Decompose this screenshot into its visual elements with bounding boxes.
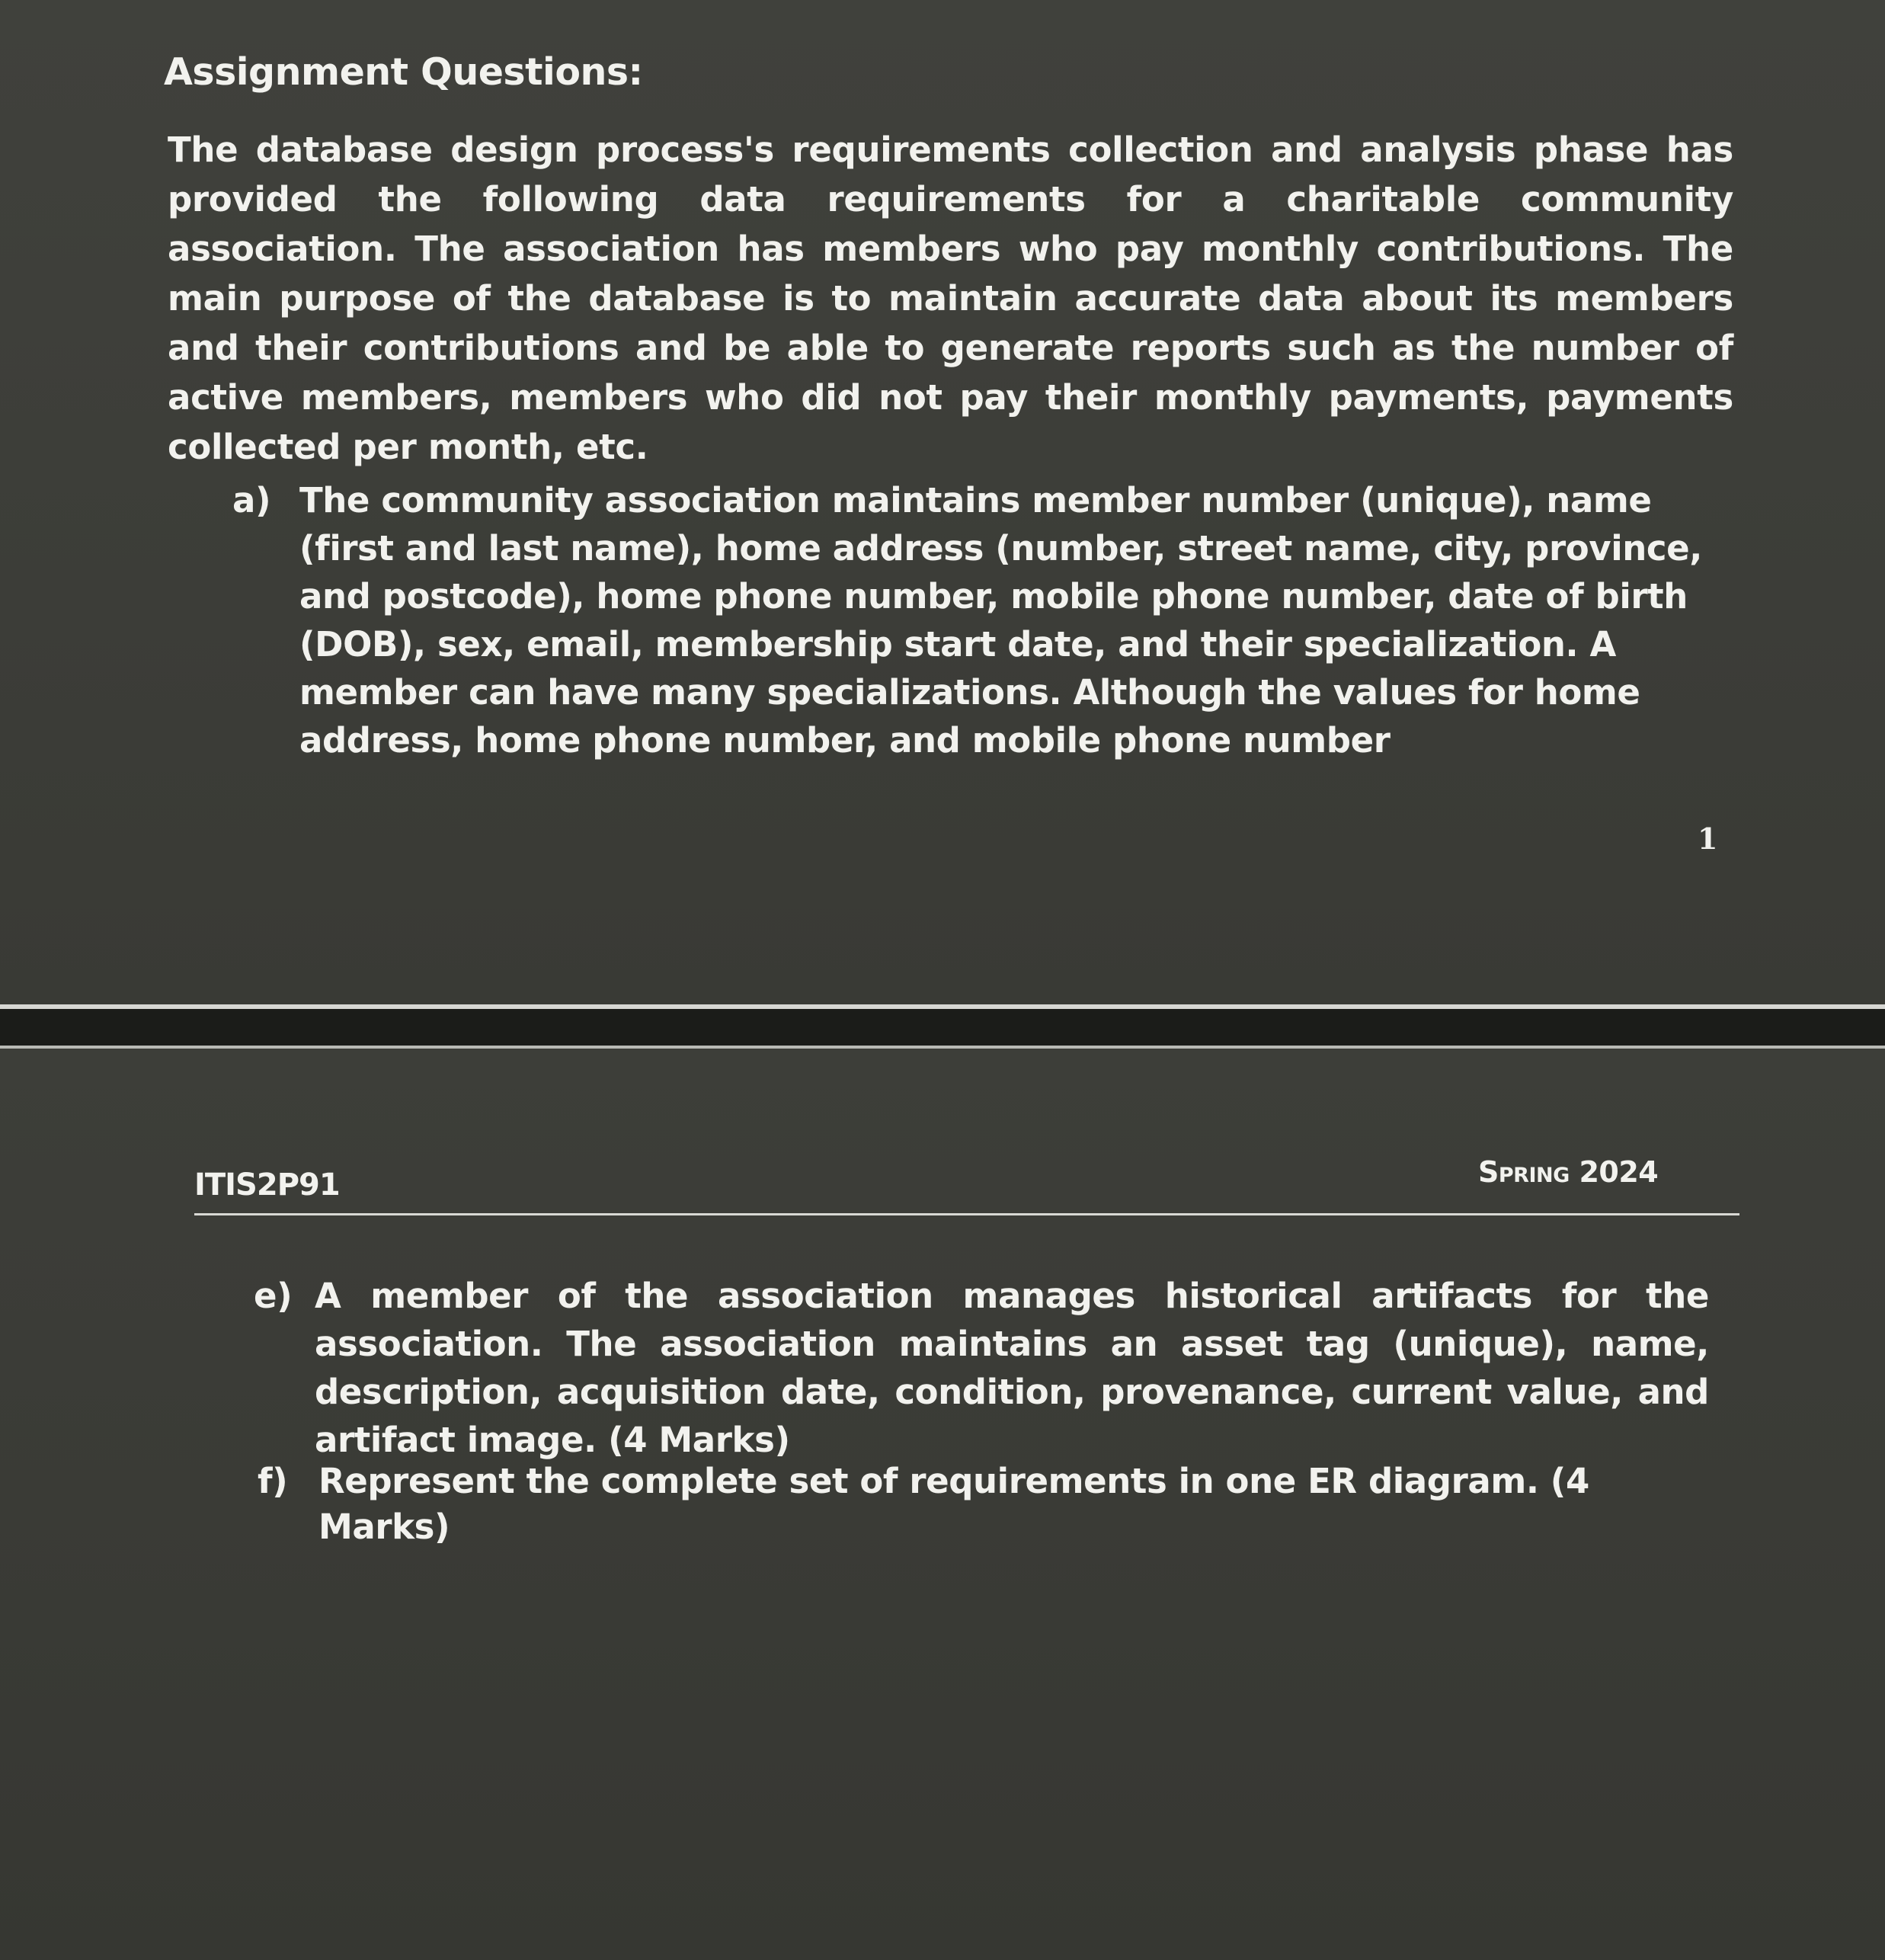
item-a-text: The community association maintains member number (unique), name (first and last name), home address (number, street name, city, province, and postcode), home phone number, mobile phone number, date of birth (DOB), sex, email, membership start date, and their specialization. A member can have many specializations. Although the values for home address, home phone number, and mobile phone number (299, 480, 1702, 761)
question-item-f (258, 1459, 1705, 1550)
item-a-marker: a) (232, 480, 271, 520)
intro-paragraph: The database design process's requirements collection and analysis phase has provided the following data requirements for a charitable community association. The association has members who pay monthly contributions. The main purpose of the database is to maintain accurate data about its members and their contributions and be able to generate reports such as the number of active members, members who did not pay their monthly payments, payments collected per month, etc. (168, 130, 1733, 467)
page-number: 1 (1698, 821, 1718, 856)
item-f-text: Represent the complete set of requirements in one ER diagram. (4 Marks) (318, 1461, 1589, 1547)
item-e-marker: e) (254, 1276, 293, 1316)
term-label (1478, 1155, 1658, 1189)
term-text: Spring 2024 (1478, 1155, 1659, 1189)
document-page-bottom (0, 1049, 1885, 1960)
header-rule (194, 1213, 1739, 1215)
page-gap-band (0, 1009, 1885, 1046)
course-code: ITIS2P91 (194, 1167, 340, 1203)
question-item-a (232, 476, 1726, 764)
assignment-heading: Assignment Questions: (164, 50, 643, 94)
item-e-text: A member of the association manages historical artifacts for the association. The association maintains an asset tag (unique), name, description, acquisition date, condition, provenance, current value, and artifact image. (4 Marks) (315, 1276, 1709, 1460)
item-f-marker: f) (258, 1461, 288, 1501)
question-item-e (254, 1272, 1709, 1464)
